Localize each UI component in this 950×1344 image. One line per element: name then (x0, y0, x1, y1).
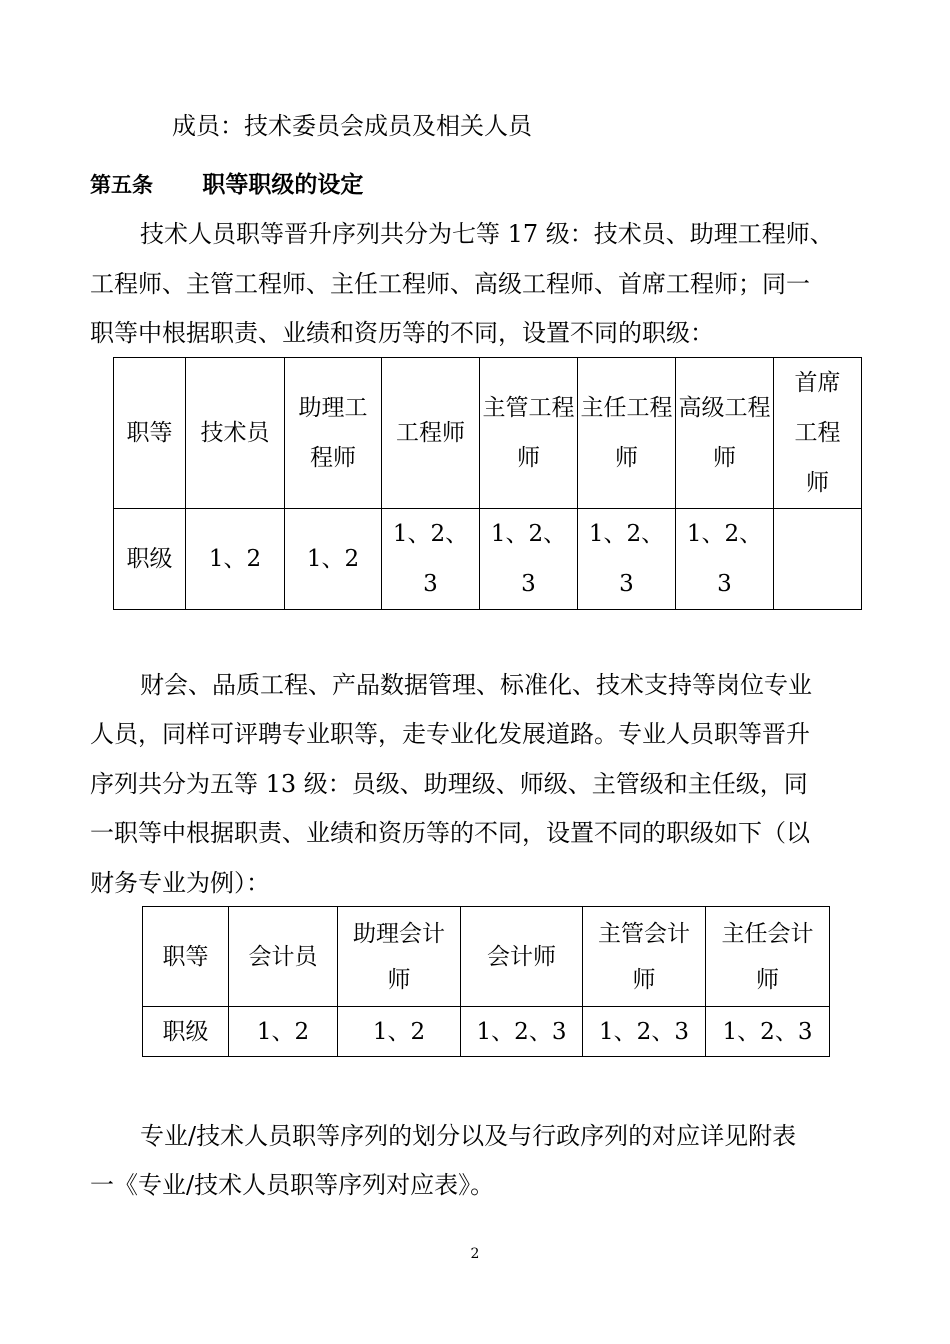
table-cell: 职级 (114, 509, 186, 610)
table-cell: 主管会计师 (583, 907, 706, 1007)
table-cell: 主任会计师 (706, 907, 830, 1007)
table-cell: 职等 (143, 907, 229, 1007)
table-cell: 1、2、3 (480, 509, 578, 610)
table-cell: 1、2、3 (583, 1007, 706, 1057)
table-cell: 主任工程师 (578, 358, 676, 509)
table-cell: 首席工程师 (774, 358, 862, 509)
paragraph-line: 序列共分为五等 13 级：员级、助理级、师级、主管级和主任级，同 (90, 770, 808, 798)
table-cell: 技术员 (186, 358, 285, 509)
table-cell: 1、2、3 (676, 509, 774, 610)
table-row (114, 509, 862, 610)
table-cell: 会计员 (229, 907, 338, 1007)
section-number: 第五条 (90, 173, 153, 197)
table-row (114, 358, 862, 509)
table-cell: 1、2、3 (461, 1007, 583, 1057)
table-cell (774, 509, 862, 610)
paragraph-line: 专业/技术人员职等序列的划分以及与行政序列的对应详见附表 (140, 1122, 797, 1150)
table-cell: 1、2、3 (578, 509, 676, 610)
table-cell: 工程师 (382, 358, 480, 509)
table-cell: 高级工程师 (676, 358, 774, 509)
paragraph-line: 财务专业为例）： (90, 869, 270, 897)
accounting-grade-table (142, 906, 830, 1057)
page-number: 2 (470, 1246, 480, 1262)
table-row (143, 1007, 830, 1057)
table-cell: 助理会计师 (338, 907, 461, 1007)
paragraph-line: 一《专业/技术人员职等序列对应表》。 (90, 1171, 495, 1199)
table-cell: 1、2、3 (382, 509, 480, 610)
section-title: 职等职级的设定 (202, 172, 364, 198)
section-heading (90, 170, 363, 200)
table-cell: 会计师 (461, 907, 583, 1007)
table-cell: 1、2 (186, 509, 285, 610)
engineer-grade-table (113, 357, 862, 610)
table-cell: 职级 (143, 1007, 229, 1057)
table-cell: 职等 (114, 358, 186, 509)
paragraph-line: 工程师、主管工程师、主任工程师、高级工程师、首席工程师；同一 (90, 270, 810, 298)
paragraph-line: 职等中根据职责、业绩和资历等的不同，设置不同的职级： (90, 319, 714, 347)
table-cell: 1、2 (229, 1007, 338, 1057)
paragraph-line: 财会、品质工程、产品数据管理、标准化、技术支持等岗位专业 (140, 671, 812, 699)
paragraph-line: 人员，同样可评聘专业职等，走专业化发展道路。专业人员职等晋升 (90, 720, 810, 748)
paragraph-line: 一职等中根据职责、业绩和资历等的不同，设置不同的职级如下（以 (90, 819, 810, 847)
table-cell: 1、2、3 (706, 1007, 830, 1057)
table-cell: 1、2 (338, 1007, 461, 1057)
intro-line: 成员：技术委员会成员及相关人员 (172, 112, 532, 140)
table-cell: 助理工程师 (285, 358, 382, 509)
table-cell: 1、2 (285, 509, 382, 610)
table-cell: 主管工程师 (480, 358, 578, 509)
paragraph-line: 技术人员职等晋升序列共分为七等 17 级：技术员、助理工程师、 (140, 220, 834, 248)
table-row (143, 907, 830, 1007)
